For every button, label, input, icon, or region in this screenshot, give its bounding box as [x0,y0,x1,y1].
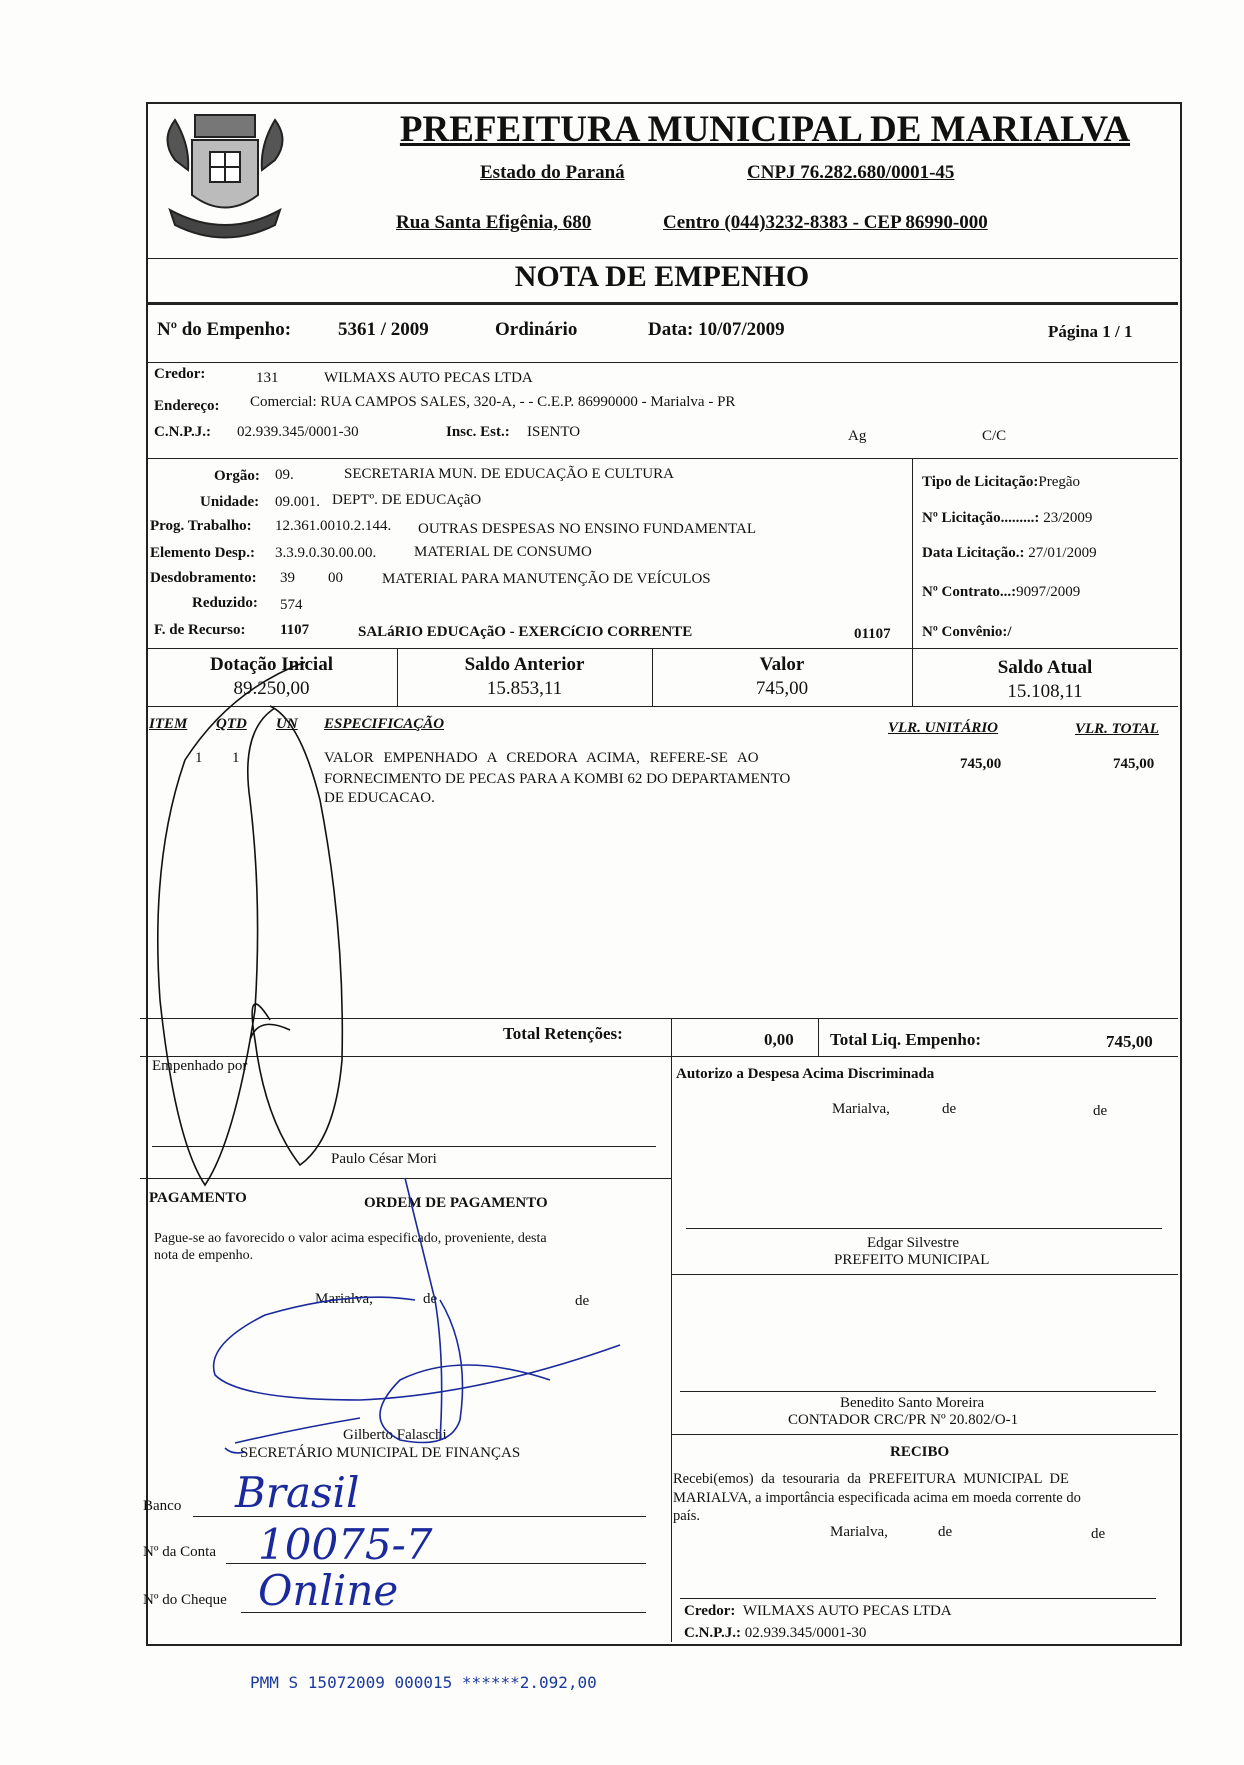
conta-handwritten: 10075-7 [258,1520,433,1569]
credor-address: Comercial: RUA CAMPOS SALES, 320-A, - - C.E.P. 86990000 - Marialva - PR [250,394,736,410]
elemento-label: Elemento Desp.: [150,545,255,561]
insc-value: ISENTO [527,424,581,440]
recurso-code: 1107 [280,622,310,638]
orgao-name: SECRETARIA MUN. DE EDUCAÇÃO E CULTURA [344,466,674,482]
liquido-value: 745,00 [1106,1032,1153,1051]
pagamento-label: PAGAMENTO [149,1190,247,1206]
saldo-anterior-value: 15.853,11 [486,678,563,699]
recibo-text-1: Recebi(emos) da tesouraria da PREFEITURA MUNICIPAL DE [673,1471,1069,1487]
header-address: Rua Santa Efigênia, 680 [396,212,592,233]
empenho-type: Ordinário [495,319,578,340]
autorizo-city: Marialva, [832,1101,890,1117]
recurso-label: F. de Recurso: [154,622,246,638]
item-number: 1 [195,750,203,766]
valor-value: 745,00 [755,678,809,699]
cnpj-label: C.N.P.J.: [154,424,211,440]
address-label: Endereço: [154,398,220,414]
saldo-atual-label: Saldo Atual [997,657,1093,678]
prog-code: 12.361.0010.2.144. [275,518,392,534]
conta-label: Nº da Conta [143,1544,216,1560]
liquido-label: Total Liq. Empenho: [830,1030,981,1049]
prog-label: Prog. Trabalho: [150,518,252,534]
item-spec-line-3: DE EDUCACAO. [324,790,435,806]
elemento-code: 3.3.9.0.30.00.00. [275,545,377,561]
convenio-label: Nº Convênio:/ [922,624,1012,640]
pagamento-de-2: de [575,1293,590,1309]
banco-handwritten: Brasil [235,1468,360,1517]
col-header-spec: ESPECIFICAÇÃO [324,716,445,732]
credor-code: 131 [256,370,279,386]
licitacao-number-label: Nº Licitação.........: 23/2009 [922,510,1093,526]
recibo-credor: Credor: WILMAXS AUTO PECAS LTDA [684,1603,952,1619]
pagamento-role: SECRETÁRIO MUNICIPAL DE FINANÇAS [240,1445,521,1461]
doc-title: NOTA DE EMPENHO [514,260,810,293]
header-cnpj: CNPJ 76.282.680/0001-45 [747,162,955,183]
cheque-handwritten: Online [258,1566,399,1615]
autorizo-signer: Edgar Silvestre [867,1235,960,1251]
item-unit-value: 745,00 [960,756,1002,772]
desdobramento-label: Desdobramento: [150,570,257,586]
pagamento-text-2: nota de empenho. [154,1248,254,1263]
cheque-label: Nº do Cheque [143,1592,227,1608]
empenho-number: 5361 / 2009 [338,319,429,340]
agency-label: Ag [848,428,867,444]
dotacao-label: Dotação Inicial [210,654,333,675]
credor-cnpj: 02.939.345/0001-30 [237,424,359,440]
empenho-label: Nº do Empenho: [157,319,292,340]
empenhado-signer: Paulo César Mori [331,1151,437,1167]
contador-signer: Benedito Santo Moreira [840,1395,985,1411]
recibo-de-1: de [938,1524,953,1540]
mechanical-stamp: PMM S 15072009 000015 ******2.092,00 [250,1673,597,1692]
credor-name: WILMAXS AUTO PECAS LTDA [324,370,533,386]
orgao-label: Orgão: [214,468,260,484]
recibo-text-2: MARIALVA, a importância especificada acima em moeda corrente do [673,1490,1081,1506]
col-header-unit: VLR. UNITÁRIO [888,720,999,736]
header-title: PREFEITURA MUNICIPAL DE MARIALVA [399,109,1131,150]
unidade-name: DEPTº. DE EDUCAçãO [332,492,482,508]
desdobramento-code-2: 00 [328,570,343,586]
pagamento-text-1: Pague-se ao favorecido o valor acima especificado, proveniente, desta [154,1231,547,1246]
unidade-label: Unidade: [200,494,260,510]
coat-of-arms-logo [150,100,300,255]
recurso-name: SALáRIO EDUCAçãO - EXERCíCIO CORRENTE [358,624,693,640]
autorizo-label: Autorizo a Despesa Acima Discriminada [676,1066,935,1082]
pagamento-city: Marialva, [315,1291,373,1307]
item-spec-line-1: VALOR EMPENHADO A CREDORA ACIMA, REFERE-SE AO [324,750,759,766]
item-spec-line-2: FORNECIMENTO DE PECAS PARA A KOMBI 62 DO DEPARTAMENTO [324,771,791,787]
reduzido-value: 574 [280,597,303,613]
autorizo-role: PREFEITO MUNICIPAL [834,1252,990,1268]
prog-name: OUTRAS DESPESAS NO ENSINO FUNDAMENTAL [418,521,756,537]
col-header-un: UN [276,716,298,732]
pagamento-signer: Gilberto Falaschi [343,1427,447,1443]
orgao-code: 09. [275,467,294,483]
contador-role: CONTADOR CRC/PR Nº 20.802/O-1 [788,1412,1019,1428]
saldo-atual-value: 15.108,11 [1007,681,1083,702]
banco-label: Banco [143,1498,182,1514]
unidade-code: 09.001. [275,494,320,510]
item-total-value: 745,00 [1113,756,1155,772]
reduzido-label: Reduzido: [192,595,258,611]
licitacao-type-label: Tipo de Licitação:Pregão [922,474,1081,490]
desdobramento-code: 39 [280,570,295,586]
desdobramento-name: MATERIAL PARA MANUTENÇÃO DE VEÍCULOS [382,571,711,587]
credor-label: Credor: [154,366,206,382]
col-header-qtd: QTD [216,716,247,732]
page-number: Página 1 / 1 [1048,322,1133,341]
autorizo-de-1: de [942,1101,957,1117]
recibo-de-2: de [1091,1526,1106,1542]
empenho-date: Data: 10/07/2009 [648,319,785,340]
recibo-city: Marialva, [830,1524,888,1540]
recibo-text-3: país. [673,1508,700,1524]
account-label: C/C [982,428,1007,444]
saldo-anterior-label: Saldo Anterior [464,654,585,675]
ordem-label: ORDEM DE PAGAMENTO [364,1195,548,1211]
elemento-name: MATERIAL DE CONSUMO [414,544,592,560]
retencoes-label: Total Retenções: [503,1024,623,1043]
col-header-total: VLR. TOTAL [1075,721,1159,737]
autorizo-de-2: de [1093,1103,1108,1119]
recurso-number: 01107 [854,626,891,642]
pagamento-de-1: de [423,1291,438,1307]
licitacao-date-label: Data Licitação.: 27/01/2009 [922,545,1097,561]
empenhado-label: Empenhado por [152,1058,248,1074]
header-contact: Centro (044)3232-8383 - CEP 86990-000 [663,212,988,233]
item-qty: 1 [232,750,240,766]
insc-label: Insc. Est.: [446,424,510,440]
valor-label: Valor [759,654,805,675]
recibo-cnpj: C.N.P.J.: 02.939.345/0001-30 [684,1625,867,1641]
retencoes-value: 0,00 [764,1030,794,1049]
dotacao-value: 89.250,00 [233,678,310,699]
recibo-label: RECIBO [890,1444,950,1460]
col-header-item: ITEM [149,716,188,732]
contrato-label: Nº Contrato...:9097/2009 [922,584,1081,600]
header-state: Estado do Paraná [480,162,625,183]
